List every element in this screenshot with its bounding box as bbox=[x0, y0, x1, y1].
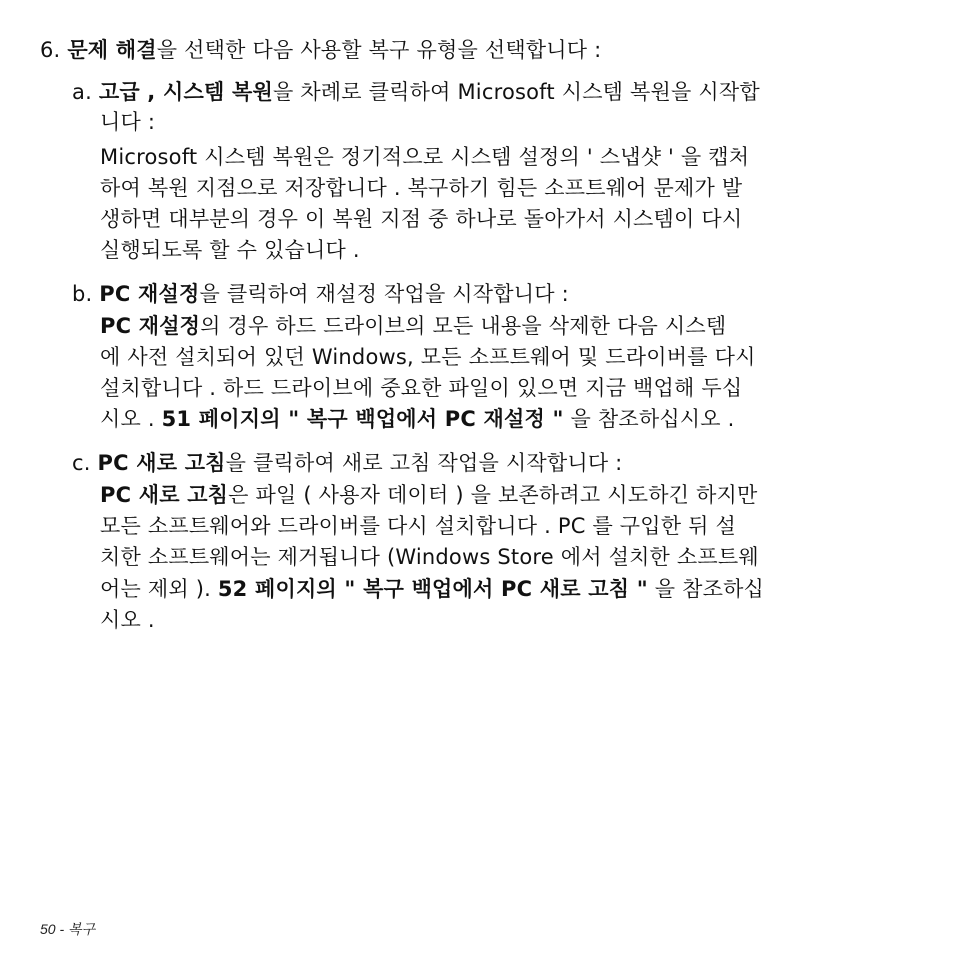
cross-reference-page-51: 51 페이지의 " 복구 백업에서 bbox=[161, 407, 445, 431]
term-refresh-pc: PC 새로 고침 bbox=[100, 483, 229, 507]
cross-reference-title: PC 새로 고침 " bbox=[501, 577, 648, 601]
option-c-body-text: 을 참조하십 bbox=[647, 577, 765, 601]
option-c-label: c. bbox=[72, 451, 98, 475]
option-c-text: 을 클릭하여 새로 고침 작업을 시작합니다 : bbox=[225, 451, 623, 475]
menu-term-advanced-system-restore: 고급 , 시스템 복원 bbox=[98, 80, 273, 104]
option-c-body-line: 치한 소프트웨어는 제거됩니다 (Windows Store 에서 설치한 소프트웨 bbox=[100, 545, 759, 569]
option-c-body-line: 시오 . bbox=[100, 608, 155, 632]
option-b-body-text: 시오 . bbox=[100, 407, 162, 431]
option-b-text: 을 클릭하여 재설정 작업을 시작합니다 : bbox=[199, 282, 569, 306]
option-b-body-line: 설치합니다 . 하드 드라이브에 중요한 파일이 있으면 지금 백업해 두십 bbox=[100, 376, 743, 400]
option-b-body-text: 의 경우 하드 드라이브의 모든 내용을 삭제한 다음 시스템 bbox=[200, 314, 727, 338]
option-b-label: b. bbox=[72, 282, 100, 306]
option-b-heading bbox=[72, 279, 569, 309]
menu-term-troubleshoot: 문제 해결 bbox=[67, 38, 157, 62]
option-b-body-line bbox=[100, 311, 726, 341]
step-6-line bbox=[40, 35, 601, 65]
option-a-body-line: 실행되도록 할 수 있습니다 . bbox=[100, 238, 360, 262]
option-a-heading-cont: 니다 : bbox=[100, 110, 156, 134]
option-a-label: a. bbox=[72, 80, 99, 104]
option-a-body-line: 하여 복원 지점으로 저장합니다 . 복구하기 힘든 소프트웨어 문제가 발 bbox=[100, 176, 743, 200]
page-footer: 50 - 복구 bbox=[40, 921, 96, 937]
option-c-heading bbox=[72, 448, 622, 478]
cross-reference-page-52: 52 페이지의 " 복구 백업에서 bbox=[217, 577, 502, 601]
option-a-text-1: 을 차례로 클릭하여 Microsoft 시스템 복원을 시작합 bbox=[272, 80, 760, 104]
step-6-text: 을 선택한 다음 사용할 복구 유형을 선택합니다 : bbox=[156, 38, 602, 62]
cross-reference-title: PC 재설정 " bbox=[444, 407, 564, 431]
option-b-body-text: 을 참조하십시오 . bbox=[563, 407, 735, 431]
option-c-body-text: 은 파일 ( 사용자 데이터 ) 을 보존하려고 시도하긴 하지만 bbox=[228, 483, 758, 507]
menu-term-refresh-pc: PC 새로 고침 bbox=[97, 451, 226, 475]
option-a-body-line: Microsoft 시스템 복원은 정기적으로 시스템 설정의 ' 스냅샷 ' 을 캡처 bbox=[100, 145, 750, 169]
menu-term-reset-pc: PC 재설정 bbox=[99, 282, 200, 306]
option-b-body-line bbox=[100, 404, 735, 434]
option-a-body-line: 생하면 대부분의 경우 이 복원 지점 중 하나로 돌아가서 시스템이 다시 bbox=[100, 207, 743, 231]
option-c-body-line bbox=[100, 480, 758, 510]
term-reset-pc: PC 재설정 bbox=[100, 314, 201, 338]
option-b-body-line: 에 사전 설치되어 있던 Windows, 모든 소프트웨어 및 드라이버를 다시 bbox=[100, 345, 756, 369]
step-number: 6. bbox=[40, 38, 68, 62]
option-c-body-line bbox=[100, 574, 764, 604]
option-c-body-line: 모든 소프트웨어와 드라이버를 다시 설치합니다 . PC 를 구입한 뒤 설 bbox=[100, 514, 736, 538]
option-a-heading bbox=[72, 77, 760, 107]
option-c-body-text: 어는 제외 ). bbox=[100, 577, 218, 601]
